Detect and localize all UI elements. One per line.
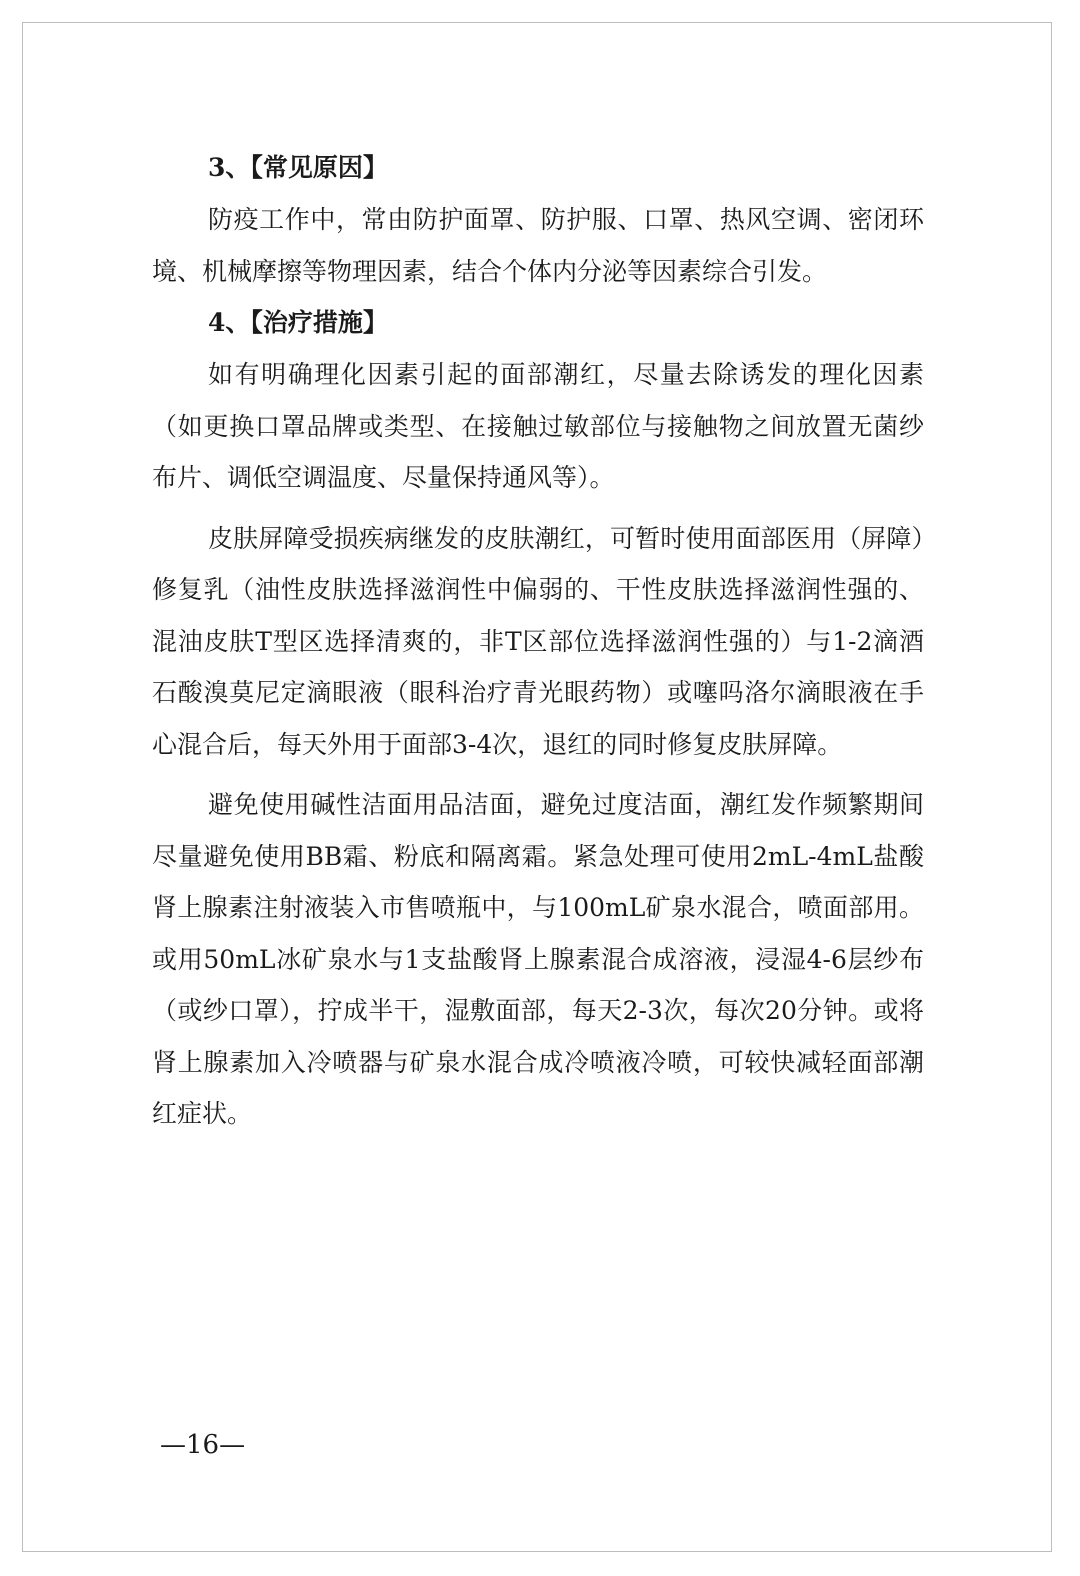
section-heading-causes: 3、【常见原因】 xyxy=(208,153,388,182)
paragraph-causes: 防疫工作中，常由防护面罩、防护服、口罩、热风空调、密闭环境、机械摩擦等物理因素，结合个体内分泌等因素综合引发。 xyxy=(152,205,924,286)
section-heading-treatment: 4、【治疗措施】 xyxy=(208,308,388,337)
paragraph-spacer xyxy=(152,504,924,513)
paragraph-spacer xyxy=(152,770,924,779)
page-number: —16— xyxy=(160,1430,246,1460)
paragraph-treatment-3: 避免使用碱性洁面用品洁面，避免过度洁面，潮红发作频繁期间尽量避免使用BB霜、粉底和隔离霜。紧急处理可使用2mL-4mL盐酸肾上腺素注射液装入市售喷瓶中，与100mL矿泉水混合，喷面部用。或用50mL冰矿泉水与1支盐酸肾上腺素混合成溶液，浸湿4-6层纱布（或纱口罩），拧成半干，湿敷面部，每天2-3次，每次20分钟。或将肾上腺素加入冷喷器与矿泉水混合成冷喷液冷喷，可较快减轻面部潮红症状。 xyxy=(152,790,924,1128)
document-body xyxy=(152,142,924,1140)
paragraph-treatment-1: 如有明确理化因素引起的面部潮红，尽量去除诱发的理化因素（如更换口罩品牌或类型、在接触过敏部位与接触物之间放置无菌纱布片、调低空调温度、尽量保持通风等）。 xyxy=(152,360,924,492)
paragraph-treatment-2: 皮肤屏障受损疾病继发的皮肤潮红，可暂时使用面部医用（屏障）修复乳（油性皮肤选择滋润性中偏弱的、干性皮肤选择滋润性强的、混油皮肤T型区选择清爽的，非T区部位选择滋润性强的）与1-2滴酒石酸溴莫尼定滴眼液（眼科治疗青光眼药物）或噻吗洛尔滴眼液在手心混合后，每天外用于面部3-4次，退红的同时修复皮肤屏障。 xyxy=(152,523,924,759)
